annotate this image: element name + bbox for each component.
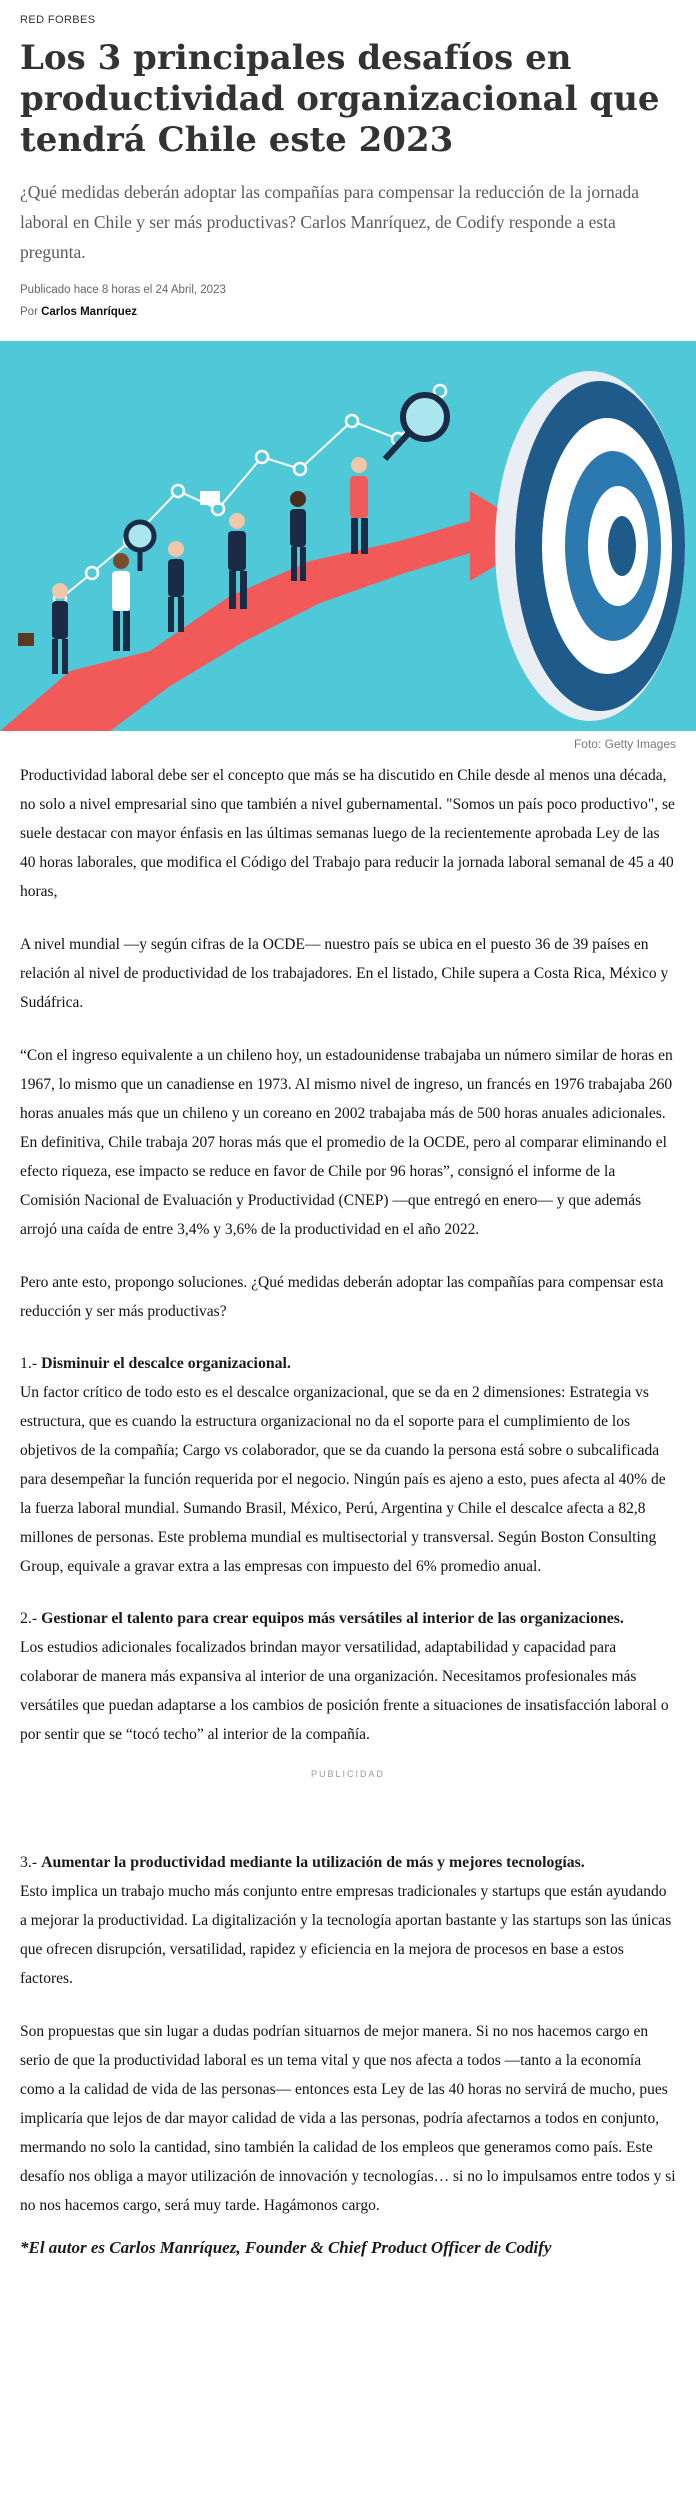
paragraph-intro: Productividad laboral debe ser el concepto que más se ha discutido en Chile desde al menos una década, no solo a nivel empresarial sino que también a nivel gubernamental. "Somos un país poco productivo", se suele destacar con mayor énfasis en las últimas semanas luego de la recientemente aprobada Ley de las 40 horas laborales, que modifica el Código del Trabajo para reducir la jornada laboral semanal de 45 a 40 horas, [20,767,675,900]
section-body-3: Esto implica un trabajo mucho más conjunto entre empresas tradicionales y startups que están ayudando a mejorar la productividad. La digitalización y la tecnología aportan bastante y las startups son las únicas que ofrecen disrupción, versatilidad, rapidez y eficiencia en la mejora de procesos en base a estos factores. [20,1883,672,1987]
author-link[interactable]: Carlos Manríquez [41,306,137,318]
hero-image [0,341,696,731]
photo-credit: Foto: Getty Images [573,737,676,751]
page-title: Los 3 principales desafíos en productividad organizacional que tendrá Chile este 2023 [20,38,660,160]
section-title-1: Disminuir el descalce organizacional. [41,1355,291,1372]
paragraph-ocde: A nivel mundial —y según cifras de la OCDE— nuestro país se ubica en el puesto 36 de 39 países en relación al nivel de productividad de los trabajadores. En el listado, Chile supera a Costa Rica, México y Sudáfrica. [20,936,669,1011]
paragraph-solutions: Pero ante esto, propongo soluciones. ¿Qué medidas deberán adoptar las compañías para compensar esta reducción y ser más productivas? [20,1274,664,1320]
paragraph-conclusion: Son propuestas que sin lugar a dudas podrían situarnos de mejor manera. Si no nos hacemos cargo en serio de que la productividad laboral es un tema vital y que nos afecta a todos —tanto a la economía como a la calidad de vida de las personas— entonces esta Ley de las 40 horas no servirá de mucho, pues implicaría que lejos de dar mayor calidad de vida a las personas, podría afectarnos a todos en conjunto, mermando no solo la cantidad, sino también la calidad de los empleos que generamos como país. Este desafío nos obliga a mayor utilización de innovación y tecnologías… si no lo impulsamos entre todos y si no nos hacemos cargo, será muy tarde. Hagámonos cargo. [20,2023,676,2214]
byline [20,301,676,323]
section-title-2: Gestionar el talento para crear equipos más versátiles al interior de las organizaciones. [41,1610,624,1627]
paragraph-quote: “Con el ingreso equivalente a un chileno hoy, un estadounidense trabajaba un número similar de horas en 1967, lo mismo que un canadiense en 1973. Al mismo nivel de ingreso, un francés en 1976 trabajaba 260 horas anuales más que un chileno y un coreano en 2002 trabajaba más de 500 horas anuales adicionales. En definitiva, Chile trabaja 207 horas más que el promedio de la OCDE, pero al comparar eliminando el efecto riqueza, ese impacto se reduce en favor de Chile por 96 horas”, consignó el informe de la Comisión Nacional de Evaluación y Productividad (CNEP) —que entregó en enero— y que además arrojó una caída de entre 3,4% y 3,6% de la productividad en el año 2022. [20,1047,673,1238]
article-dek: ¿Qué medidas deberán adoptar las compañías para compensar la reducción de la jornada laboral en Chile y ser más productivas? Carlos Manríquez, de Codify responde a esta pregunta. [20,182,640,262]
publish-info: Publicado hace 8 horas el 24 Abril, 2023 [20,284,226,296]
section-heading-3 [20,1849,676,1877]
article-body [0,761,696,2258]
section-kicker[interactable]: RED FORBES [20,14,96,26]
section-body-1: Un factor crítico de todo esto es el descalce organizacional, que se da en 2 dimensiones: Estrategia vs estructura, que es cuando la estructura organizacional no da el soporte para el cumplimiento de los objetivos de la compañía; Cargo vs colaborador, que se da cuando la persona está sobre o subcalificada para desempeñar la función requerida por el negocio. Ningún país es ajeno a esto, pues afecta al 40% de la fuerza laboral mundial. Sumando Brasil, México, Perú, Argentina y Chile el descalce afecta a 82,8 millones de personas. Este problema mundial es multisectorial y transversal. Según Boston Consulting Group, equivale a gravar extra a las empresas con impuesto del 6% promedio anual. [20,1384,666,1575]
author-note: *El autor es Carlos Manríquez, Founder & Chief Product Officer de Codify [20,2238,552,2257]
section-number-1: 1.- [20,1355,42,1372]
byline-label: Por [20,306,38,318]
ad-label: PUBLICIDAD [310,1769,385,1779]
section-heading-1 [20,1350,676,1378]
section-body-2: Los estudios adicionales focalizados brindan mayor versatilidad, adaptabilidad y capacidad para colaborar de manera más expansiva al interior de una organización. Necesitamos profesionales más versátiles que puedan adaptarse a los cambios de posición frente a situaciones de insatisfacción laboral o por sentir que se “tocó techo” al interior de la compañía. [20,1639,669,1743]
article-header [0,0,696,323]
section-title-3: Aumentar la productividad mediante la utilización de más y mejores tecnologías. [41,1854,585,1871]
section-number-3: 3.- [20,1854,42,1871]
target-icon [495,371,685,721]
section-heading-2 [20,1605,676,1633]
section-number-2: 2.- [20,1610,42,1627]
